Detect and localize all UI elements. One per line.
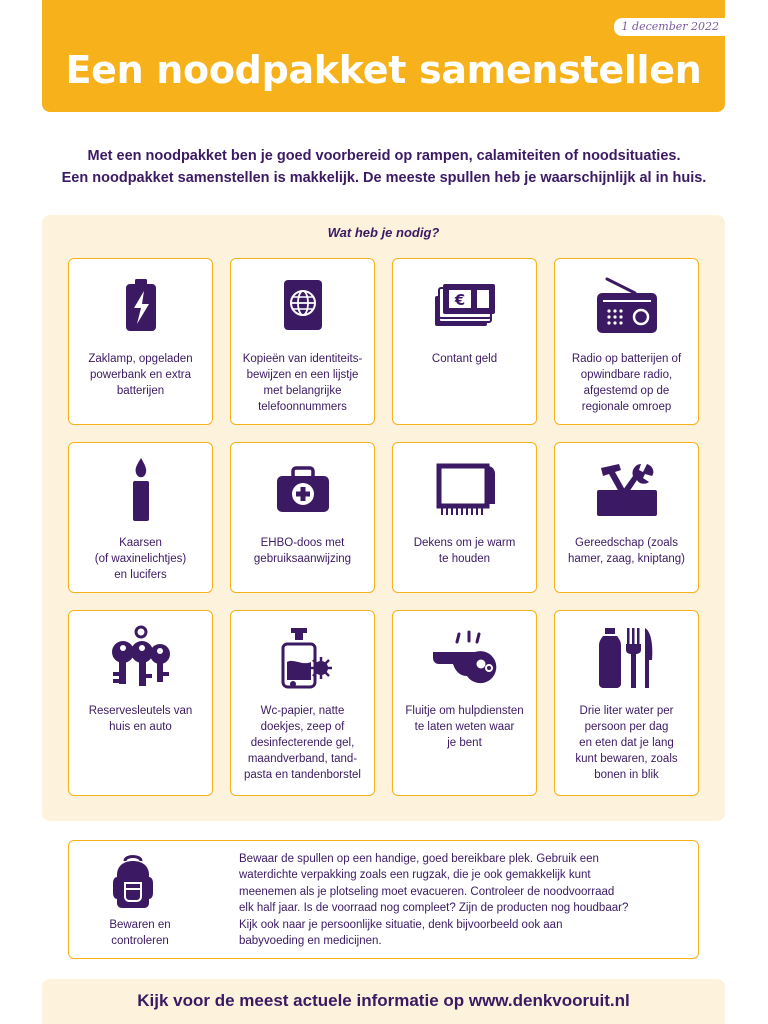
item-label: Radio op batterijen of opwindbare radio, afgestemd op de regionale omroep [571,353,682,413]
page-title: Een noodpakket samenstellen [65,48,702,92]
battery-icon [69,273,212,337]
item-label: Contant geld [431,353,498,365]
footer-banner [42,979,725,1024]
item-card [68,610,213,796]
item-label: Dekens om je warm te houden [413,537,516,565]
publication-date: 1 december 2022 [614,18,725,36]
item-label: Kaarsen (of waxinelichtjes) en lucifers [94,537,187,581]
item-label: Reservesleutels van huis en auto [88,705,193,733]
cash-icon [393,273,536,337]
first-aid-kit-icon [231,457,374,521]
passport-icon [231,273,374,337]
radio-icon [555,273,698,337]
item-label: Fluitje om hulpdiensten te laten weten waar je bent [405,705,524,749]
tools-icon [555,457,698,521]
item-card [554,610,699,796]
item-label: Zaklamp, opgeladen powerbank en extra batterijen [88,353,193,397]
item-card [68,258,213,425]
item-label: EHBO-doos met gebruiksaanwijzing [253,537,352,565]
intro-line-1: Met een noodpakket ben je goed voorbereid op rampen, calamiteiten of noodsituaties. [87,148,681,164]
item-card [554,258,699,425]
item-card [230,610,375,796]
intro-text [30,145,738,189]
intro-line-2: Een noodpakket samenstellen is makkelijk. De meeste spullen heb je waarschijnlijk al in huis. [61,170,707,186]
item-card [230,442,375,593]
whistle-icon [393,625,536,689]
storage-label: Bewaren en controleren [109,919,171,947]
candle-icon [69,457,212,521]
item-card [392,258,537,425]
header-banner [42,0,725,112]
item-card [554,442,699,593]
svg-text:€: € [454,291,465,309]
item-card [68,442,213,593]
item-label: Drie liter water per persoon per dag en eten dat je lang kunt bewaren, zoals bonen in blik [575,705,678,781]
footer-website-text[interactable]: Kijk voor de meest actuele informatie op www.denkvooruit.nl [137,991,630,1010]
item-label: Kopieën van identiteits- bewijzen en een lijstje met belangrijke telefoonnummers [242,353,363,413]
keys-icon [69,625,212,689]
item-label: Gereedschap (zoals hamer, zaag, kniptang) [568,537,685,565]
item-card [392,442,537,593]
storage-box [68,840,699,959]
hygiene-icon [231,625,374,689]
item-card [230,258,375,425]
storage-text: Bewaar de spullen op een handige, goed bereikbare plek. Gebruik een waterdichte verpakking zoals een rugzak, die je ook gemakkelijk kunt meenemen als je plotseling moet evacueren. Controleer de noodvoorraad elk half jaar. Is de voorraad nog compleet? Zijn de producten nog houdbaar? Kijk ook naar je persoonlijke situatie, denk bijvoorbeeld ook aan babyvoeding en medicijnen. [239,853,629,948]
item-label: Wc-papier, natte doekjes, zeep of desinfecterende gel, maandverband, tand- pasta en tandenborstel [243,705,361,781]
item-card [392,610,537,796]
backpack-icon [109,853,157,909]
panel-title: Wat heb je nodig? [327,225,440,240]
food-water-icon [555,625,698,689]
blanket-icon [393,457,536,521]
